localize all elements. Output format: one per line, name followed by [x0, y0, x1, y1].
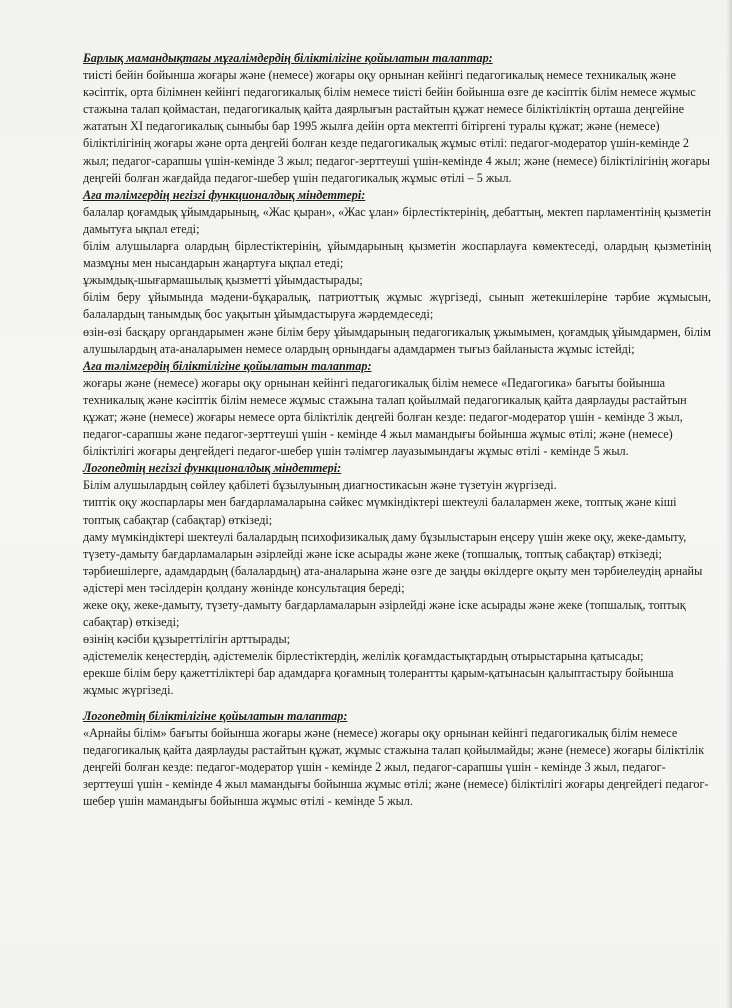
section-heading: Аға тәлімгердің негізгі функционалдық міндеттері:	[83, 187, 366, 202]
section-teacher-requirements	[83, 50, 711, 187]
section-heading: Аға тәлімгердің біліктілігіне қойылатын талаптар:	[83, 358, 372, 373]
paragraph: ерекше білім беру қажеттіліктері бар адамдарға қоғамның толерантты қарым-қатынасын қалыптастыру бойынша жұмыс жүргізеді.	[83, 666, 674, 698]
scan-edge	[726, 0, 732, 1008]
paragraph: тиісті бейін бойынша жоғары және (немесе) жоғары оқу орнынан кейінгі педагогикалық немесе техникалық және кәсіптік, орта білімнен кейінгі педагогикалық білім немесе тиісті бейін бойынша өзге де кәсіптік білім немесе жұмыс стажына талап қоймастан, педагогикалық қайта даярлығын растайтын құжат немесе біліктіліктің орташа деңгейіне жататын XI педагогикалық сыныбы бар 1995 жылға дейін орта мектепті бітіргені туралы құжат; және (немесе) біліктілігінің жоғары және орта деңгейі болған кезде педагогикалық жұмыс өтілі: педагог-модератор үшін-кемінде 2 жыл; педагог-сарапшы үшін-кемінде 3 жыл; педагог-зерттеуші үшін-кемінде 4 жыл; және (немесе) біліктілігінің жоғары деңгейі болған жағдайда педагог-шебер үшін педагогикалық жұмыс өтілі – 5 жыл.	[83, 68, 710, 185]
paragraph: білім алушыларға олардың бірлестіктерінің, ұйымдарының қызметін жоспарлауға көмектеседі, олардың қызметінің мазмұны мен нысандарын жаңартуға ықпал етеді;	[83, 239, 711, 271]
paragraph: Білім алушылардың сөйлеу қабілеті бұзылуының диагностикасын және түзетуін жүргізеді.	[83, 478, 557, 493]
paragraph: типтік оқу жоспарлары мен бағдарламаларына сәйкес мүмкіндіктері шектеулі балалармен жеке, топтық және кіші топтық сабақтар (сабақтар) өткізеді;	[83, 495, 677, 527]
spacer	[83, 700, 711, 708]
document-body	[83, 50, 711, 810]
paragraph: тәрбиешілерге, адамдардың (балалардың) ата-аналарына және өзге де заңды өкілдерге оқыту мен тәрбиелеудің арнайы әдістері мен тәсілдерін қолдану жөнінде консультация береді;	[83, 563, 703, 595]
paragraph: жоғары және (немесе) жоғары оқу орнынан кейінгі педагогикалық білім немесе «Педагогика» бағыты бойынша техникалық және кәсіптік білім немесе жұмыс стажына талап қойылмай педагогикалық қайта даярлауды растайтын құжат; және (немесе) жоғары немесе орта біліктілік деңгейі болған кезде: педагог-модератор үшін - кемінде 3 жыл, педагог-сарапшы және педагог-зерттеуші үшін - кемінде 4 жыл мамандығы бойынша жұмыс өтілі; және (немесе) біліктілігі жоғары деңгейдегі педагог-шебер үшін тәлімгер лауазымындағы жұмыс өтілі - кемінде 5 жыл.	[83, 375, 687, 459]
section-senior-counselor-duties	[83, 187, 711, 358]
paragraph: ұжымдық-шығармашылық қызметті ұйымдастырады;	[83, 273, 363, 288]
section-senior-counselor-requirements	[83, 358, 711, 461]
paragraph: «Арнайы білім» бағыты бойынша жоғары және (немесе) жоғары оқу орнынан кейінгі педагогикалық білім немесе педагогикалық қайта даярлауды растайтын құжат, жұмыс стажына талап қойылмайды; және (немесе) жоғары біліктілік деңгейі болған кезде: педагог-модератор үшін - кемінде 2 жыл, педагог-сарапшы үшін - кемінде 3 жыл, педагог-зерттеуші үшін - кемінде 4 жыл мамандығы бойынша жұмыс өтілі; және (немесе) біліктілігі жоғары деңгейдегі педагог-шебер үшін мамандығы бойынша жұмыс өтілі - кемінде 5 жыл.	[83, 725, 709, 809]
paragraph: даму мүмкіндіктері шектеулі балалардың психофизикалық даму бұзылыстарын еңсеру үшін жеке оқу, жеке-дамыту, түзету-дамыту бағдарламаларын әзірлейді және іске асырады және жеке (топшалық, топтық сабақтар) өткізеді;	[83, 529, 687, 561]
section-heading: Барлық мамандықтағы мұғалімдердің біліктілігіне қойылатын талаптар:	[83, 51, 493, 65]
section-heading: Логопедтің негізгі функционалдық міндеттері:	[83, 461, 342, 476]
section-heading: Логопедтің біліктілігіне қойылатын талаптар:	[83, 708, 348, 723]
section-speech-therapist-duties	[83, 460, 711, 699]
paragraph: балалар қоғамдық ұйымдарының, «Жас қыран», «Жас ұлан» бірлестіктерінің, дебаттың, мектеп парламентінің қызметін дамытуға ықпал етеді;	[83, 204, 711, 236]
paragraph: білім беру ұйымында мәдени-бұқаралық, патриоттық жұмыс жүргізеді, сынып жетекшілеріне тәрбие жұмысын, балалардың танымдық бос уақытын ұйымдастыруға жәрдемдеседі;	[83, 290, 711, 322]
paragraph: өзінің кәсіби құзыреттілігін арттырады;	[83, 632, 291, 647]
paragraph: әдістемелік кеңестердің, әдістемелік бірлестіктердің, желілік қоғамдастықтардың отырыстарына қатысады;	[83, 649, 644, 664]
paragraph: өзін-өзі басқару органдарымен және білім беру ұйымдарының педагогикалық ұжымымен, қоғамдық ұйымдармен, білім алушылардың ата-аналарымен немесе олардың орнындағы адамдармен тығыз байланыста жұмыс істейді;	[83, 324, 711, 356]
paragraph: жеке оқу, жеке-дамыту, түзету-дамыту бағдарламаларын әзірлейді және іске асырады және жеке (топшалық, топтық сабақтар) өткізеді;	[83, 598, 686, 630]
section-speech-therapist-requirements	[83, 708, 711, 811]
